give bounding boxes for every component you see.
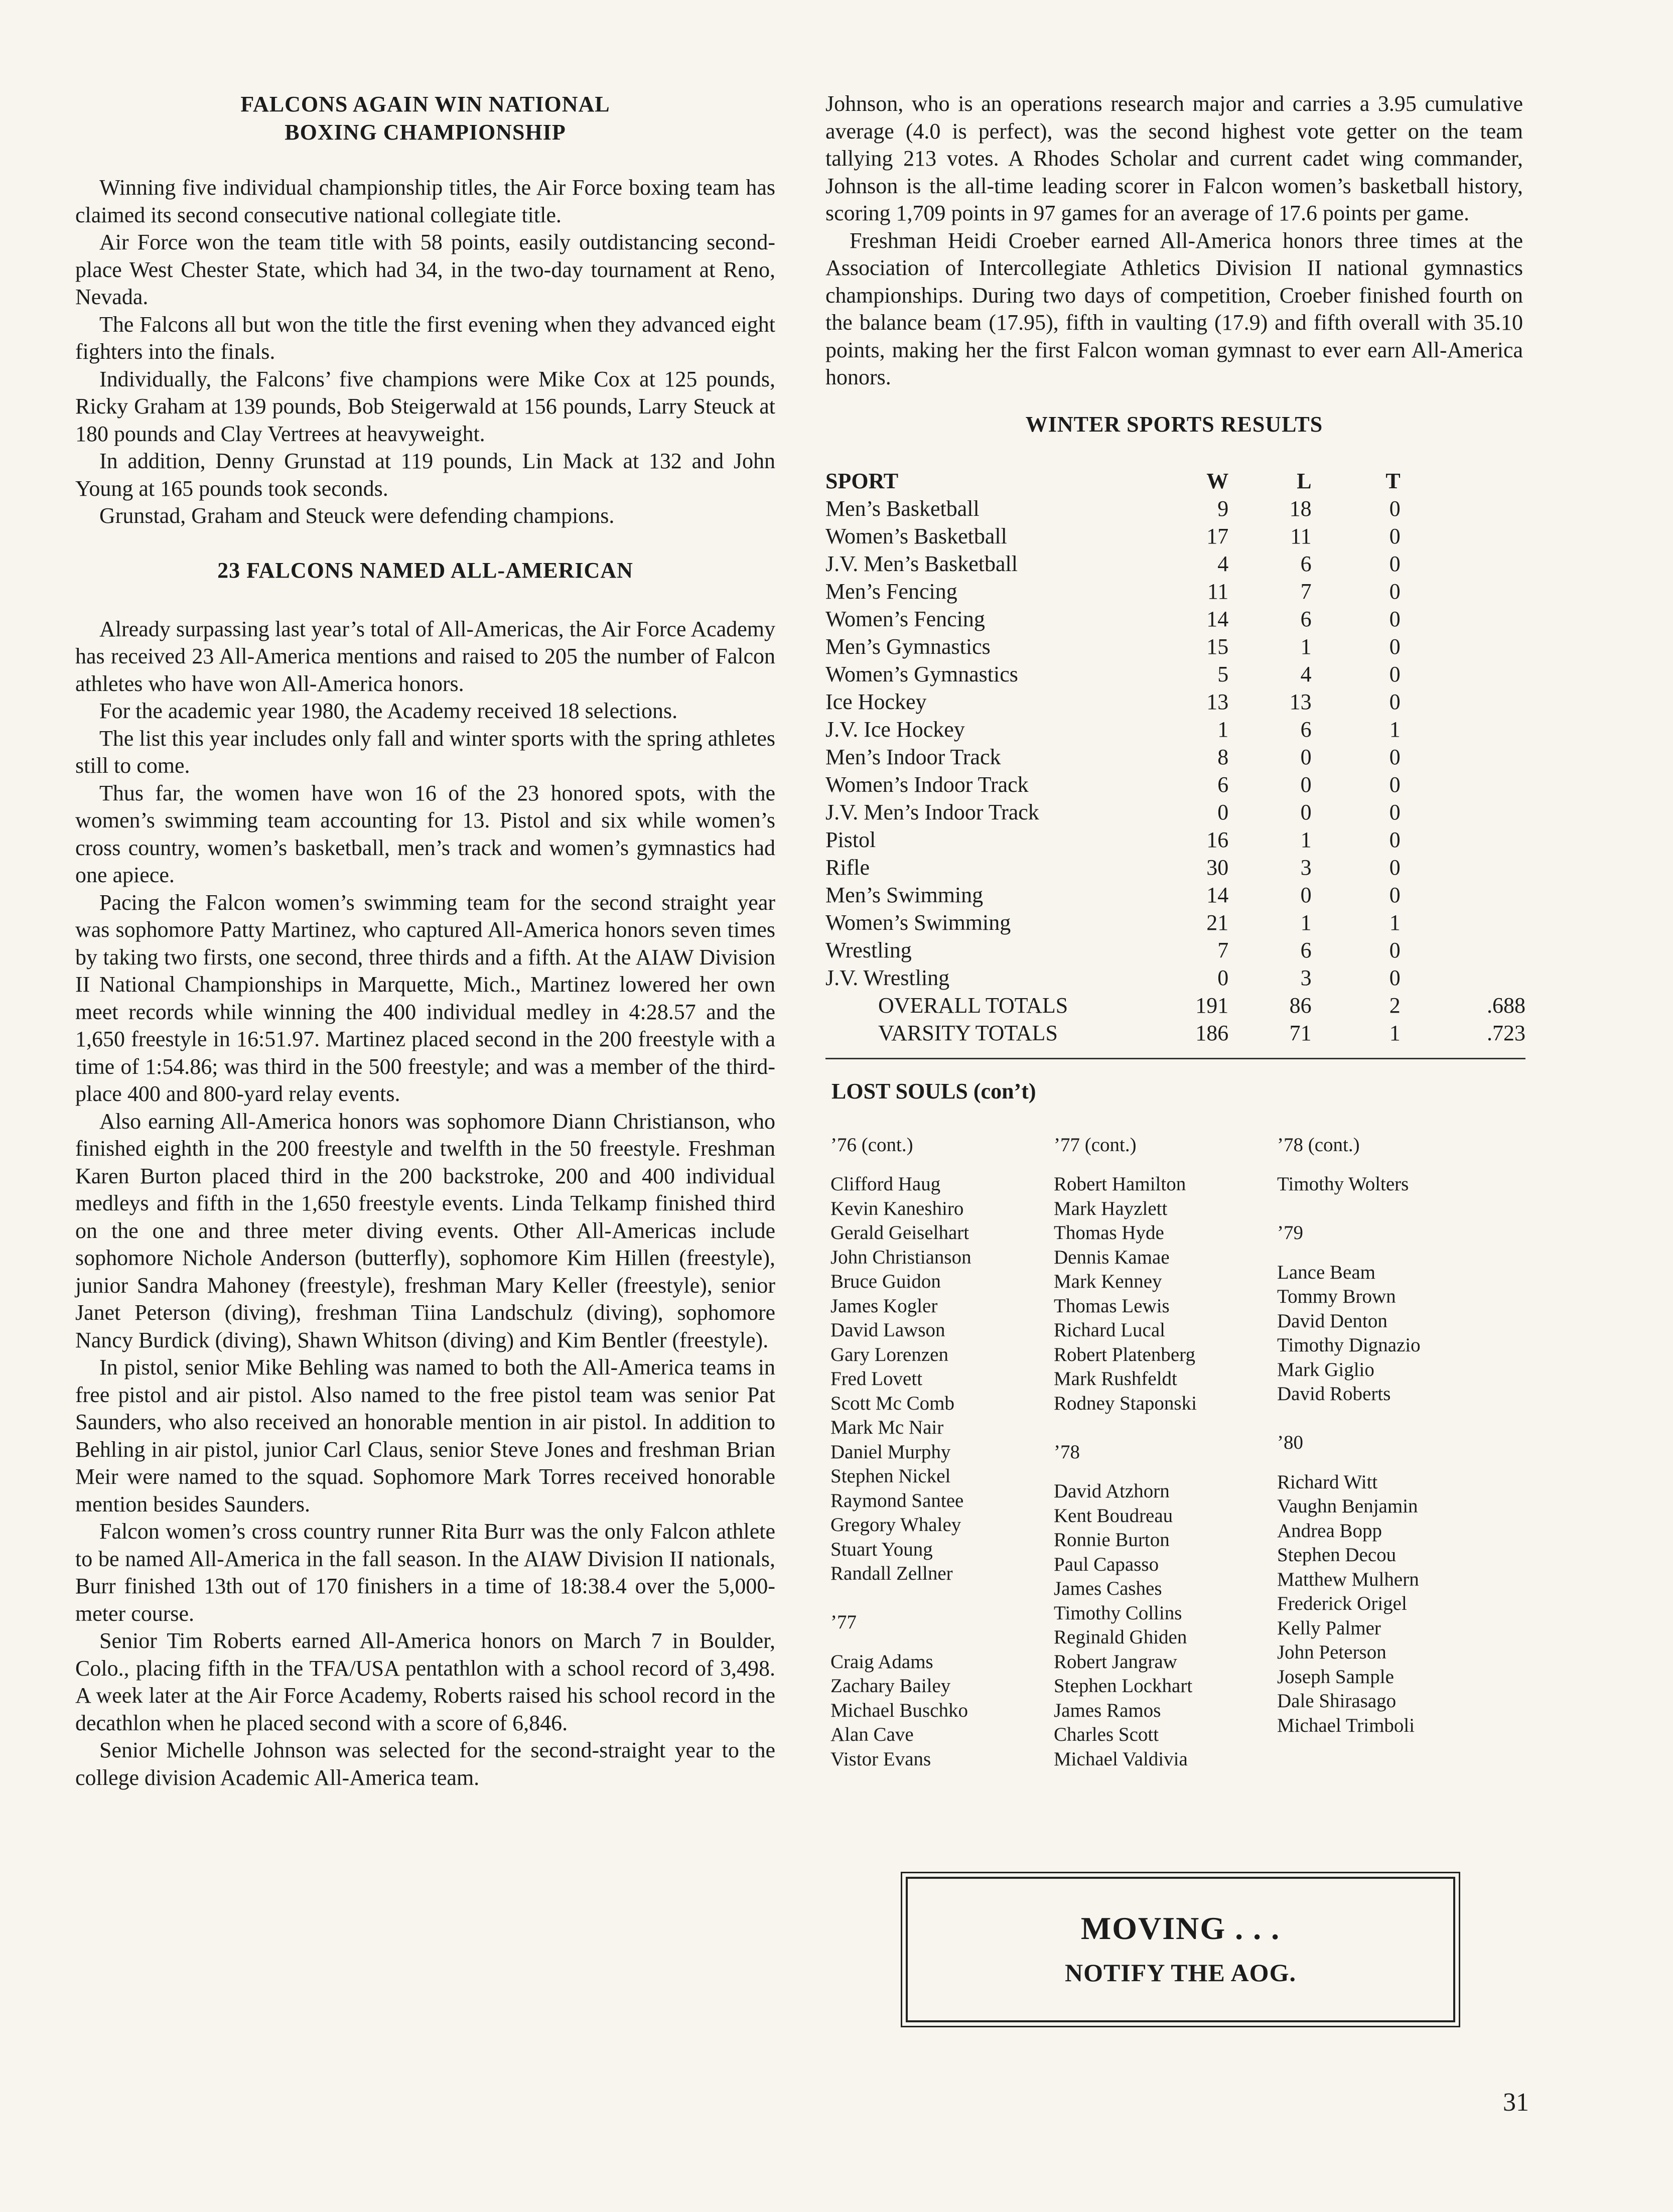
continued-paragraph: Johnson, who is an operations research major and carries a 3.95 cumulative average (4.0 is perfect), was the second highest vote getter on the team tallying 213 votes. A Rhodes Scholar and current cadet wing commander, Johnson is the all-time leading scorer in Falcon women’s basketball history, scoring 1,709 points in 97 games for an average of 17.6 points per game. [825,91,1523,225]
header-losses: L [1297,468,1312,493]
lost-soul-name: David Atzhorn [1054,1480,1170,1502]
lost-soul-name: Timothy Wolters [1277,1173,1409,1195]
losses-cell: 3 [1300,965,1312,990]
lost-soul-name: David Roberts [1277,1383,1391,1405]
lost-soul-name: James Kogler [830,1295,938,1317]
boxing-article-title [75,90,775,147]
wins-cell: 15 [1206,634,1229,659]
lost-souls-list [825,1133,1523,1772]
lost-soul-name: Alan Cave [830,1724,914,1745]
lost-soul-name: Matthew Mulhern [1277,1568,1419,1590]
lost-soul-name: Timothy Dignazio [1277,1334,1421,1356]
results-row [825,826,1525,854]
wins-cell: 5 [1217,661,1229,686]
lost-soul-name: Michael Valdivia [1054,1748,1188,1770]
left-column [75,90,775,1791]
lost-soul-name: Fred Lovett [830,1368,923,1390]
wins-cell: 4 [1217,551,1229,576]
lost-soul-name: Frederick Origel [1277,1593,1407,1614]
wins-cell: 30 [1206,855,1229,880]
wins-cell: 14 [1206,606,1229,631]
wins-cell: 16 [1206,827,1229,852]
boxing-paragraph: Air Force won the team title with 58 points, easily outdistancing second-place West Chester State, which had 34, in the two-day tournament at Reno, Nevada. [75,230,775,309]
sport-cell: Women’s Basketball [825,523,1007,548]
moving-notice-heading: MOVING . . . [1080,1910,1281,1946]
lost-soul-name: Gregory Whaley [830,1514,961,1536]
losses-cell: 6 [1300,717,1312,742]
lost-soul-name: Zachary Bailey [830,1675,951,1697]
totals-row [825,1019,1525,1047]
ties-cell: 0 [1389,827,1401,852]
all-american-article-title: 23 FALCONS NAMED ALL-AMERICAN [217,558,633,583]
lost-soul-name: Robert Hamilton [1054,1173,1186,1195]
losses-cell: 13 [1289,689,1312,714]
lost-soul-name: Scott Mc Comb [830,1392,955,1414]
totals-label: OVERALL TOTALS [878,993,1068,1018]
lost-soul-name: John Christianson [830,1246,971,1268]
ties-cell: 1 [1389,717,1401,742]
lost-soul-name: Vistor Evans [830,1748,931,1770]
lost-soul-name: Stephen Lockhart [1054,1675,1193,1697]
all-american-continued [825,90,1523,391]
lost-soul-name: Kent Boudreau [1054,1504,1173,1527]
moving-notice-box [906,1877,1455,2022]
lost-soul-name: David Denton [1277,1310,1387,1332]
results-row [825,798,1525,826]
ties-cell: 0 [1389,882,1401,907]
lost-soul-name: Kevin Kaneshiro [830,1197,964,1219]
lost-soul-name: Michael Buschko [830,1699,968,1721]
lost-soul-name: Mark Mc Nair [830,1417,944,1438]
lost-soul-name: Ronnie Burton [1054,1529,1170,1551]
losses-cell: 86 [1289,993,1312,1018]
losses-cell: 3 [1300,855,1312,880]
ties-cell: 0 [1389,772,1401,797]
results-header-row [825,467,1525,495]
lost-soul-name: Thomas Hyde [1054,1222,1164,1243]
results-row [825,633,1525,660]
sport-cell: J.V. Men’s Basketball [825,551,1018,576]
class-year-heading: ’76 (cont.) [830,1134,913,1156]
boxing-paragraph: Grunstad, Graham and Steuck were defending champions. [99,503,615,528]
sport-cell: Men’s Fencing [825,579,957,604]
header-wins: W [1206,468,1229,493]
wins-cell: 9 [1217,496,1229,521]
losses-cell: 7 [1300,579,1312,604]
right-column [825,90,1523,1771]
class-year-heading: ’77 [830,1611,857,1633]
lost-soul-name: Mark Rushfeldt [1054,1368,1177,1390]
ties-cell: 0 [1389,551,1401,576]
all-american-paragraph: Already surpassing last year’s total of All-Americas, the Air Force Academy has received 23 All-America mentions and raised to 205 the number of Falcon athletes who have won All-America honors. [75,616,775,696]
results-row [825,881,1525,909]
lost-soul-name: Mark Hayzlett [1054,1197,1168,1219]
wins-cell: 17 [1206,523,1229,548]
class-year-heading: ’79 [1277,1222,1303,1243]
header-sport: SPORT [825,468,899,493]
losses-cell: 1 [1300,827,1312,852]
results-row [825,495,1525,522]
sport-cell: Rifle [825,855,870,880]
all-american-paragraph: Pacing the Falcon women’s swimming team for the second straight year was sophomore Patty Martinez, who captured All-America honors seven times by taking two firsts, one second, three thirds and a fifth. At the AIAW Division II National Championships in Marquette, Mich., Martinez lowered her own meet records while winning the 400 individual medley in 4:28.57 and the 1,650 freestyle in 16:51.97. Martinez placed second in the 200 freestyle with a time of 1:54.86; was third in the 500 freestyle; and was a member of the third-place 400 and 800-yard relay events. [75,890,775,1106]
results-row [825,578,1525,605]
sport-cell: Men’s Swimming [825,882,984,907]
lost-soul-name: Robert Jangraw [1054,1650,1177,1673]
results-row [825,688,1525,716]
lost-soul-name: Thomas Lewis [1054,1295,1170,1317]
lost-soul-name: James Cashes [1054,1578,1162,1599]
boxing-article-body [75,174,775,530]
results-row [825,936,1525,964]
lost-soul-name: Craig Adams [830,1650,933,1673]
lost-soul-name: Mark Giglio [1277,1358,1374,1380]
lost-soul-name: Dale Shirasago [1277,1690,1397,1712]
wins-cell: 7 [1217,937,1229,962]
lost-soul-name: Tommy Brown [1277,1286,1396,1307]
lost-soul-name: Randall Zellner [830,1563,953,1584]
wins-cell: 0 [1217,799,1229,824]
sport-cell: Women’s Indoor Track [825,772,1029,797]
moving-notice-subheading: NOTIFY THE AOG. [1065,1959,1296,1987]
class-year-heading: ’77 (cont.) [1054,1134,1137,1156]
page-number: 31 [1503,2088,1529,2117]
winter-results-title: WINTER SPORTS RESULTS [1025,411,1323,437]
lost-soul-name: Raymond Santee [830,1489,964,1511]
losses-cell: 11 [1290,523,1312,548]
losses-cell: 0 [1300,882,1312,907]
ties-cell: 1 [1389,910,1401,935]
all-american-paragraph: The list this year includes only fall and winter sports with the spring athletes still to come. [75,726,775,778]
sport-cell: Pistol [825,827,876,852]
results-divider [825,1058,1525,1059]
losses-cell: 4 [1300,661,1312,686]
results-row [825,854,1525,881]
lost-soul-name: Paul Capasso [1054,1553,1159,1575]
results-row [825,522,1525,550]
losses-cell: 0 [1300,772,1312,797]
lost-soul-name: Dennis Kamae [1054,1246,1170,1268]
all-american-paragraph: Thus far, the women have won 16 of the 23 honored spots, with the women’s swimming team accounting for 13. Pistol and six while women’s cross country, women’s basketball, men’s track and women’s gymnastics had one apiece. [75,780,775,887]
lost-souls-title: LOST SOULS (con’t) [831,1078,1036,1103]
losses-cell: 6 [1300,551,1312,576]
lost-soul-name: Andrea Bopp [1277,1519,1382,1542]
losses-cell: 6 [1300,606,1312,631]
sport-cell: Men’s Basketball [825,496,980,521]
sport-cell: Women’s Swimming [825,910,1011,935]
header-ties: T [1385,468,1401,493]
ties-cell: 0 [1389,689,1401,714]
sport-cell: J.V. Ice Hockey [825,717,965,742]
all-american-article-body [75,616,775,1792]
lost-soul-name: Stuart Young [830,1538,933,1560]
sport-cell: Wrestling [825,937,912,962]
wins-cell: 186 [1195,1020,1229,1045]
results-row [825,743,1525,771]
wins-cell: 191 [1195,993,1229,1018]
lost-soul-name: Mark Kenney [1054,1271,1162,1292]
lost-soul-name: Vaughn Benjamin [1277,1495,1418,1517]
lost-soul-name: Clifford Haug [830,1173,941,1195]
lost-soul-name: Robert Platenberg [1054,1343,1195,1365]
results-row [825,964,1525,992]
boxing-paragraph: In addition, Denny Grunstad at 119 pounds, Lin Mack at 132 and John Young at 165 pounds took seconds. [75,449,775,501]
class-year-heading: ’78 (cont.) [1277,1134,1360,1156]
sport-cell: J.V. Men’s Indoor Track [825,799,1039,824]
all-american-paragraph: Senior Michelle Johnson was selected for the second-straight year to the college division Academic All-America team. [75,1738,775,1790]
lost-soul-name: James Ramos [1054,1699,1161,1721]
ties-cell: 1 [1389,1020,1401,1045]
losses-cell: 71 [1289,1020,1312,1045]
ties-cell: 0 [1389,523,1401,548]
wins-cell: 0 [1217,965,1229,990]
all-american-paragraph: In pistol, senior Mike Behling was named to both the All-America teams in free pistol and air pistol. Also named to the free pistol team was senior Pat Saunders, who also received an honorable mention in air pistol. In addition to Behling in air pistol, junior Carl Claus, senior Steve Jones and freshman Brian Meir were named to the squad. Sophomore Mark Torres received honorable mention besides Saunders. [75,1355,775,1516]
sport-cell: Men’s Gymnastics [825,634,991,659]
wins-cell: 8 [1217,744,1229,769]
totals-row [825,992,1525,1019]
wins-cell: 13 [1206,689,1229,714]
boxing-title-line-1: FALCONS AGAIN WIN NATIONAL [240,92,610,116]
ties-cell: 0 [1389,799,1401,824]
boxing-paragraph: Individually, the Falcons’ five champions were Mike Cox at 125 pounds, Ricky Graham at 139 pounds, Bob Steigerwald at 156 pounds, Larry Steuck at 180 pounds and Clay Vertrees at heavyweight. [75,366,775,446]
continued-paragraph: Freshman Heidi Croeber earned All-America honors three times at the Association of Intercollegiate Athletics Division II national gymnastics championships. During two days of competition, Croeber finished fourth on the balance beam (17.95), fifth in vaulting (17.9) and fifth overall with 35.10 points, making her the first Falcon woman gymnast to ever earn All-America honors. [825,228,1523,389]
lost-soul-name: Timothy Collins [1054,1602,1182,1624]
sport-cell: Women’s Gymnastics [825,661,1018,686]
results-row [825,771,1525,798]
results-row [825,550,1525,578]
results-row [825,909,1525,936]
lost-soul-name: Daniel Murphy [830,1441,951,1463]
wins-cell: 1 [1217,717,1229,742]
losses-cell: 1 [1300,634,1312,659]
lost-soul-name: Stephen Decou [1277,1544,1397,1566]
winter-results-table [825,467,1525,1047]
ties-cell: 0 [1389,965,1401,990]
win-pct-cell: .723 [1487,1020,1525,1045]
all-american-paragraph: Senior Tim Roberts earned All-America honors on March 7 in Boulder, Colo., placing fifth in the TFA/USA pentathlon with a school record of 3,498. A week later at the Air Force Academy, Roberts raised his school record in the decathlon when he placed second with a score of 6,846. [75,1628,775,1735]
losses-cell: 1 [1300,910,1312,935]
ties-cell: 0 [1389,744,1401,769]
lost-soul-name: Rodney Staponski [1054,1392,1197,1414]
results-row [825,605,1525,633]
class-year-heading: ’80 [1277,1432,1303,1453]
lost-souls-column [1277,1133,1518,1772]
lost-soul-name: Michael Trimboli [1277,1714,1415,1736]
lost-soul-name: Richard Lucal [1054,1319,1165,1341]
losses-cell: 6 [1300,937,1312,962]
results-row [825,660,1525,688]
lost-souls-column [825,1133,1054,1772]
ties-cell: 0 [1389,496,1401,521]
wins-cell: 21 [1206,910,1229,935]
lost-soul-name: Joseph Sample [1277,1666,1394,1688]
ties-cell: 2 [1389,993,1401,1018]
sport-cell: Women’s Fencing [825,606,985,631]
lost-soul-name: Gary Lorenzen [830,1343,948,1365]
win-pct-cell: .688 [1487,993,1525,1018]
sport-cell: J.V. Wrestling [825,965,950,990]
boxing-title-line-2: BOXING CHAMPIONSHIP [285,120,566,145]
results-body [825,495,1525,1047]
sport-cell: Men’s Indoor Track [825,744,1001,769]
boxing-paragraph: Winning five individual championship titles, the Air Force boxing team has claimed its second consecutive national collegiate title. [75,175,775,227]
losses-cell: 0 [1300,744,1312,769]
lost-soul-name: Charles Scott [1054,1724,1159,1745]
lost-soul-name: Stephen Nickel [830,1465,951,1487]
all-american-paragraph: Also earning All-America honors was sophomore Diann Christianson, who finished eighth in the 200 freestyle and twelfth in the 50 freestyle. Freshman Karen Burton placed third in the 200 backstroke, 200 and 400 individual medleys and fifth in the 1,650 freestyle events. Linda Telkamp finished third on the one and three meter diving events. Other All-Americas include sophomore Nichole Anderson (butterfly), sophomore Kim Hillen (freestyle), junior Sandra Mahoney (freestyle), freshman Mary Keller (freestyle), senior Janet Peterson (diving), freshman Tiina Landschulz (diving), sophomore Nancy Burdick (diving), Shawn Whitson (diving) and Kim Bentler (freestyle). [75,1109,775,1352]
wins-cell: 6 [1217,772,1229,797]
lost-souls-column [1054,1133,1277,1772]
lost-soul-name: Richard Witt [1277,1471,1378,1493]
wins-cell: 14 [1206,882,1229,907]
lost-soul-name: David Lawson [830,1319,945,1341]
totals-label: VARSITY TOTALS [878,1020,1058,1045]
all-american-paragraph: Falcon women’s cross country runner Rita Burr was the only Falcon athlete to be named All-America in the fall season. In the AIAW Division II nationals, Burr finished 13th out of 170 finishers in a time of 18:38.4 over the 5,000-meter course. [75,1519,775,1626]
losses-cell: 18 [1289,496,1312,521]
lost-soul-name: John Peterson [1277,1641,1386,1663]
lost-soul-name: Reginald Ghiden [1054,1626,1187,1648]
losses-cell: 0 [1300,799,1312,824]
lost-soul-name: Kelly Palmer [1277,1617,1381,1639]
results-row [825,716,1525,743]
ties-cell: 0 [1389,634,1401,659]
ties-cell: 0 [1389,661,1401,686]
all-american-paragraph: For the academic year 1980, the Academy received 18 selections. [99,699,678,723]
class-year-heading: ’78 [1054,1441,1080,1463]
ties-cell: 0 [1389,606,1401,631]
ties-cell: 0 [1389,937,1401,962]
lost-soul-name: Bruce Guidon [830,1271,941,1292]
boxing-paragraph: The Falcons all but won the title the first evening when they advanced eight fighters into the finals. [75,312,775,364]
lost-soul-name: Gerald Geiselhart [830,1222,969,1243]
wins-cell: 11 [1207,579,1229,604]
sport-cell: Ice Hockey [825,689,927,714]
ties-cell: 0 [1389,579,1401,604]
ties-cell: 0 [1389,855,1401,880]
lost-soul-name: Lance Beam [1277,1261,1375,1283]
